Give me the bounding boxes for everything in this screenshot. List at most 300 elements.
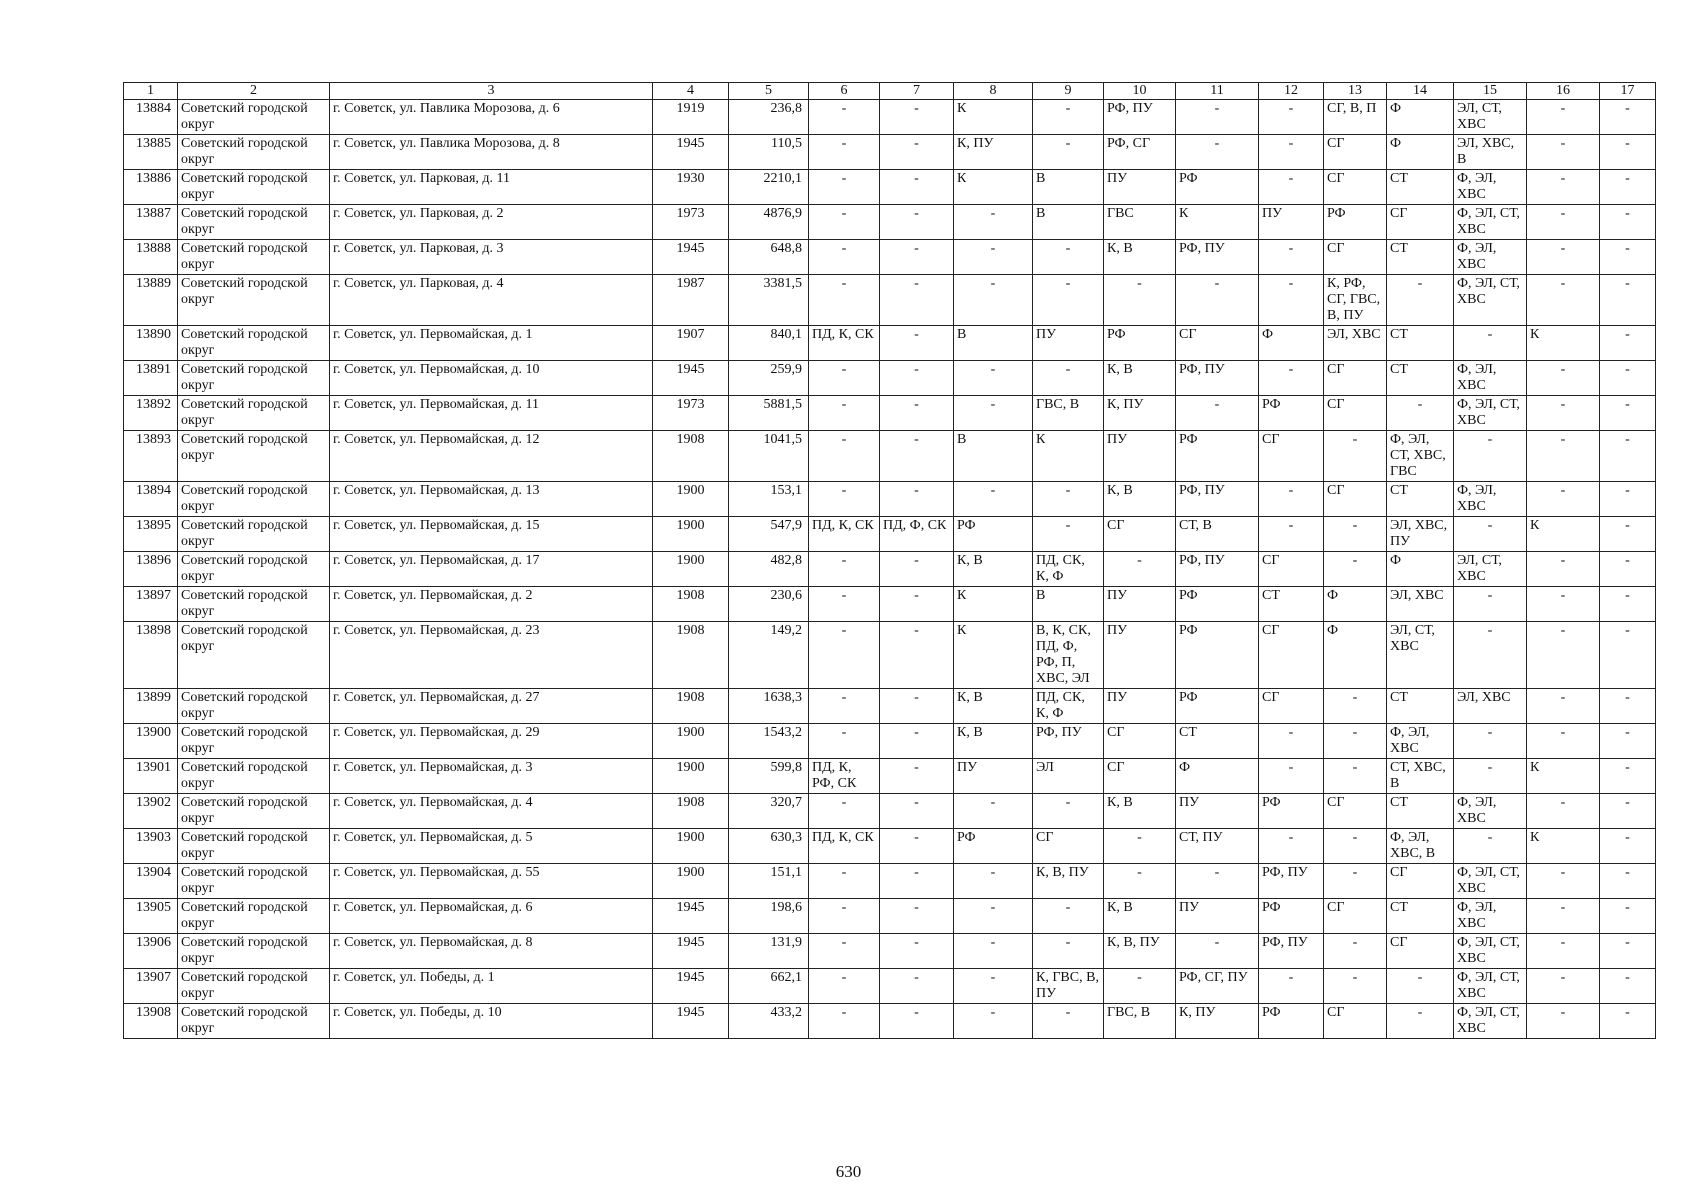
cell-col-17: - <box>1600 689 1656 724</box>
cell-municipality: Советский городской округ <box>178 622 330 689</box>
cell-col-12: - <box>1259 240 1324 275</box>
cell-col-14: Ф, ЭЛ, ХВС, В <box>1387 829 1454 864</box>
cell-area: 236,8 <box>729 100 809 135</box>
cell-col-14: Ф <box>1387 100 1454 135</box>
cell-col-10: ПУ <box>1104 689 1176 724</box>
table-row <box>124 969 1656 1004</box>
cell-build-year: 1908 <box>653 431 729 482</box>
cell-area: 259,9 <box>729 361 809 396</box>
column-header-7: 7 <box>880 83 954 100</box>
cell-col-8: - <box>954 482 1033 517</box>
cell-col-9: ЭЛ <box>1033 759 1104 794</box>
cell-col-16: - <box>1527 205 1600 240</box>
cell-record-number: 13892 <box>124 396 178 431</box>
cell-col-10: К, В, ПУ <box>1104 934 1176 969</box>
cell-address: г. Советск, ул. Первомайская, д. 12 <box>330 431 653 482</box>
cell-municipality: Советский городской округ <box>178 759 330 794</box>
cell-col-7: - <box>880 361 954 396</box>
cell-col-17: - <box>1600 240 1656 275</box>
cell-col-12: СТ <box>1259 587 1324 622</box>
cell-address: г. Советск, ул. Первомайская, д. 5 <box>330 829 653 864</box>
cell-col-7: - <box>880 431 954 482</box>
cell-col-11: - <box>1176 100 1259 135</box>
cell-col-10: К, В <box>1104 240 1176 275</box>
cell-record-number: 13904 <box>124 864 178 899</box>
cell-address: г. Советск, ул. Первомайская, д. 11 <box>330 396 653 431</box>
cell-address: г. Советск, ул. Парковая, д. 2 <box>330 205 653 240</box>
cell-area: 1041,5 <box>729 431 809 482</box>
cell-record-number: 13898 <box>124 622 178 689</box>
cell-col-14: - <box>1387 1004 1454 1039</box>
cell-col-6: - <box>809 622 880 689</box>
cell-address: г. Советск, ул. Павлика Морозова, д. 8 <box>330 135 653 170</box>
cell-col-11: ПУ <box>1176 899 1259 934</box>
cell-col-11: РФ <box>1176 587 1259 622</box>
cell-build-year: 1900 <box>653 482 729 517</box>
cell-record-number: 13893 <box>124 431 178 482</box>
cell-area: 149,2 <box>729 622 809 689</box>
cell-col-16: - <box>1527 361 1600 396</box>
cell-col-11: - <box>1176 135 1259 170</box>
cell-col-9: В <box>1033 170 1104 205</box>
cell-col-9: - <box>1033 1004 1104 1039</box>
cell-col-16: - <box>1527 170 1600 205</box>
table-row <box>124 205 1656 240</box>
cell-address: г. Советск, ул. Победы, д. 10 <box>330 1004 653 1039</box>
cell-record-number: 13895 <box>124 517 178 552</box>
cell-col-8: К <box>954 587 1033 622</box>
cell-col-16: - <box>1527 934 1600 969</box>
cell-area: 662,1 <box>729 969 809 1004</box>
cell-col-10: ПУ <box>1104 622 1176 689</box>
cell-col-8: К, В <box>954 689 1033 724</box>
cell-col-9: В <box>1033 205 1104 240</box>
cell-col-6: - <box>809 587 880 622</box>
cell-record-number: 13894 <box>124 482 178 517</box>
cell-build-year: 1908 <box>653 622 729 689</box>
cell-col-17: - <box>1600 724 1656 759</box>
cell-municipality: Советский городской округ <box>178 587 330 622</box>
cell-col-13: - <box>1324 517 1387 552</box>
cell-col-9: - <box>1033 135 1104 170</box>
cell-col-7: - <box>880 275 954 326</box>
cell-address: г. Советск, ул. Первомайская, д. 13 <box>330 482 653 517</box>
cell-col-15: ЭЛ, ХВС, В <box>1454 135 1527 170</box>
cell-build-year: 1919 <box>653 100 729 135</box>
cell-municipality: Советский городской округ <box>178 899 330 934</box>
cell-build-year: 1945 <box>653 240 729 275</box>
cell-col-6: - <box>809 689 880 724</box>
cell-record-number: 13907 <box>124 969 178 1004</box>
cell-municipality: Советский городской округ <box>178 934 330 969</box>
cell-col-9: В, К, СК, ПД, Ф, РФ, П, ХВС, ЭЛ <box>1033 622 1104 689</box>
cell-address: г. Советск, ул. Первомайская, д. 3 <box>330 759 653 794</box>
cell-col-11: СТ <box>1176 724 1259 759</box>
cell-col-17: - <box>1600 864 1656 899</box>
cell-col-6: - <box>809 482 880 517</box>
cell-col-9: ПД, СК, К, Ф <box>1033 552 1104 587</box>
cell-col-17: - <box>1600 969 1656 1004</box>
cell-col-13: СГ <box>1324 240 1387 275</box>
cell-col-12: - <box>1259 135 1324 170</box>
cell-col-8: К <box>954 100 1033 135</box>
cell-col-9: - <box>1033 100 1104 135</box>
cell-col-8: - <box>954 205 1033 240</box>
cell-col-12: - <box>1259 100 1324 135</box>
cell-area: 151,1 <box>729 864 809 899</box>
cell-col-10: К, В <box>1104 361 1176 396</box>
cell-col-6: - <box>809 135 880 170</box>
cell-col-15: Ф, ЭЛ, СТ, ХВС <box>1454 864 1527 899</box>
cell-col-6: - <box>809 431 880 482</box>
cell-municipality: Советский городской округ <box>178 829 330 864</box>
cell-col-12: - <box>1259 759 1324 794</box>
cell-record-number: 13896 <box>124 552 178 587</box>
table-row <box>124 759 1656 794</box>
cell-col-6: - <box>809 100 880 135</box>
cell-col-13: СГ <box>1324 482 1387 517</box>
cell-area: 5881,5 <box>729 396 809 431</box>
cell-col-15: - <box>1454 724 1527 759</box>
cell-col-9: К <box>1033 431 1104 482</box>
cell-area: 3381,5 <box>729 275 809 326</box>
cell-col-13: Ф <box>1324 622 1387 689</box>
cell-col-13: - <box>1324 689 1387 724</box>
cell-col-8: РФ <box>954 829 1033 864</box>
cell-col-16: - <box>1527 899 1600 934</box>
cell-address: г. Советск, ул. Парковая, д. 11 <box>330 170 653 205</box>
column-header-16: 16 <box>1527 83 1600 100</box>
cell-municipality: Советский городской округ <box>178 275 330 326</box>
cell-col-13: СГ <box>1324 396 1387 431</box>
cell-col-17: - <box>1600 431 1656 482</box>
cell-municipality: Советский городской округ <box>178 396 330 431</box>
cell-col-11: СГ <box>1176 326 1259 361</box>
cell-col-15: - <box>1454 829 1527 864</box>
cell-col-6: - <box>809 934 880 969</box>
cell-col-15: ЭЛ, СТ, ХВС <box>1454 100 1527 135</box>
cell-col-13: СГ <box>1324 899 1387 934</box>
cell-col-9: - <box>1033 275 1104 326</box>
cell-col-12: - <box>1259 724 1324 759</box>
cell-col-6: - <box>809 205 880 240</box>
cell-col-16: - <box>1527 587 1600 622</box>
cell-build-year: 1945 <box>653 969 729 1004</box>
cell-col-10: - <box>1104 275 1176 326</box>
cell-col-6: - <box>809 240 880 275</box>
cell-col-9: - <box>1033 240 1104 275</box>
cell-col-16: К <box>1527 829 1600 864</box>
cell-col-17: - <box>1600 829 1656 864</box>
cell-col-6: ПД, К, СК <box>809 326 880 361</box>
cell-col-16: - <box>1527 969 1600 1004</box>
cell-address: г. Советск, ул. Первомайская, д. 17 <box>330 552 653 587</box>
cell-col-6: - <box>809 1004 880 1039</box>
cell-col-8: - <box>954 969 1033 1004</box>
cell-col-9: РФ, ПУ <box>1033 724 1104 759</box>
cell-col-16: - <box>1527 135 1600 170</box>
cell-municipality: Советский городской округ <box>178 240 330 275</box>
cell-record-number: 13901 <box>124 759 178 794</box>
header-row <box>124 83 1656 100</box>
cell-col-8: - <box>954 361 1033 396</box>
cell-col-12: - <box>1259 275 1324 326</box>
cell-col-11: РФ <box>1176 170 1259 205</box>
cell-col-17: - <box>1600 759 1656 794</box>
cell-municipality: Советский городской округ <box>178 517 330 552</box>
cell-build-year: 1945 <box>653 1004 729 1039</box>
cell-record-number: 13886 <box>124 170 178 205</box>
cell-col-15: - <box>1454 622 1527 689</box>
cell-col-17: - <box>1600 100 1656 135</box>
cell-record-number: 13885 <box>124 135 178 170</box>
cell-col-11: - <box>1176 864 1259 899</box>
cell-area: 547,9 <box>729 517 809 552</box>
cell-col-10: К, В <box>1104 899 1176 934</box>
cell-area: 433,2 <box>729 1004 809 1039</box>
cell-address: г. Советск, ул. Первомайская, д. 15 <box>330 517 653 552</box>
cell-col-7: - <box>880 240 954 275</box>
cell-col-12: - <box>1259 969 1324 1004</box>
cell-col-8: К, В <box>954 724 1033 759</box>
cell-record-number: 13902 <box>124 794 178 829</box>
cell-area: 648,8 <box>729 240 809 275</box>
cell-col-6: - <box>809 864 880 899</box>
cell-col-11: ПУ <box>1176 794 1259 829</box>
cell-col-13: СГ <box>1324 135 1387 170</box>
cell-col-15: Ф, ЭЛ, СТ, ХВС <box>1454 934 1527 969</box>
cell-col-15: Ф, ЭЛ, СТ, ХВС <box>1454 396 1527 431</box>
cell-col-10: - <box>1104 969 1176 1004</box>
cell-address: г. Советск, ул. Победы, д. 1 <box>330 969 653 1004</box>
cell-col-7: - <box>880 587 954 622</box>
cell-record-number: 13887 <box>124 205 178 240</box>
cell-col-8: - <box>954 864 1033 899</box>
cell-col-15: ЭЛ, ХВС <box>1454 689 1527 724</box>
cell-col-13: СГ <box>1324 794 1387 829</box>
cell-col-8: В <box>954 326 1033 361</box>
cell-municipality: Советский городской округ <box>178 482 330 517</box>
cell-col-17: - <box>1600 396 1656 431</box>
cell-col-15: Ф, ЭЛ, СТ, ХВС <box>1454 969 1527 1004</box>
table-row <box>124 934 1656 969</box>
cell-col-9: - <box>1033 517 1104 552</box>
column-header-2: 2 <box>178 83 330 100</box>
cell-col-11: СТ, В <box>1176 517 1259 552</box>
cell-col-16: - <box>1527 689 1600 724</box>
cell-col-17: - <box>1600 899 1656 934</box>
cell-col-7: - <box>880 794 954 829</box>
cell-col-15: Ф, ЭЛ, ХВС <box>1454 361 1527 396</box>
cell-col-13: СГ <box>1324 170 1387 205</box>
table-row <box>124 689 1656 724</box>
cell-col-7: - <box>880 326 954 361</box>
cell-col-13: РФ <box>1324 205 1387 240</box>
cell-col-9: - <box>1033 934 1104 969</box>
cell-municipality: Советский городской округ <box>178 552 330 587</box>
cell-col-12: РФ <box>1259 396 1324 431</box>
table-row <box>124 1004 1656 1039</box>
column-header-17: 17 <box>1600 83 1656 100</box>
cell-col-14: Ф, ЭЛ, СТ, ХВС, ГВС <box>1387 431 1454 482</box>
cell-col-10: ПУ <box>1104 587 1176 622</box>
column-header-4: 4 <box>653 83 729 100</box>
table-body <box>124 100 1656 1039</box>
cell-col-8: ПУ <box>954 759 1033 794</box>
cell-col-16: - <box>1527 864 1600 899</box>
table-row <box>124 135 1656 170</box>
cell-build-year: 1973 <box>653 396 729 431</box>
cell-col-14: Ф <box>1387 552 1454 587</box>
cell-col-6: - <box>809 552 880 587</box>
cell-col-11: РФ, ПУ <box>1176 361 1259 396</box>
cell-area: 110,5 <box>729 135 809 170</box>
cell-col-11: РФ <box>1176 689 1259 724</box>
cell-col-9: СГ <box>1033 829 1104 864</box>
cell-col-7: - <box>880 969 954 1004</box>
cell-col-17: - <box>1600 622 1656 689</box>
cell-col-12: - <box>1259 517 1324 552</box>
cell-build-year: 1900 <box>653 829 729 864</box>
cell-col-15: Ф, ЭЛ, ХВС <box>1454 170 1527 205</box>
cell-address: г. Советск, ул. Первомайская, д. 29 <box>330 724 653 759</box>
cell-col-8: - <box>954 1004 1033 1039</box>
cell-col-16: - <box>1527 794 1600 829</box>
cell-col-13: СГ <box>1324 361 1387 396</box>
cell-col-10: - <box>1104 864 1176 899</box>
cell-col-7: - <box>880 135 954 170</box>
table-row <box>124 326 1656 361</box>
cell-record-number: 13906 <box>124 934 178 969</box>
cell-build-year: 1908 <box>653 794 729 829</box>
cell-col-14: СТ <box>1387 899 1454 934</box>
cell-col-10: ГВС, В <box>1104 1004 1176 1039</box>
cell-area: 198,6 <box>729 899 809 934</box>
column-header-6: 6 <box>809 83 880 100</box>
cell-build-year: 1900 <box>653 724 729 759</box>
cell-build-year: 1908 <box>653 689 729 724</box>
cell-col-14: СГ <box>1387 864 1454 899</box>
cell-col-15: Ф, ЭЛ, СТ, ХВС <box>1454 205 1527 240</box>
column-header-8: 8 <box>954 83 1033 100</box>
cell-record-number: 13891 <box>124 361 178 396</box>
column-header-10: 10 <box>1104 83 1176 100</box>
cell-col-16: - <box>1527 724 1600 759</box>
cell-col-13: ЭЛ, ХВС <box>1324 326 1387 361</box>
cell-col-9: К, ГВС, В, ПУ <box>1033 969 1104 1004</box>
table-row <box>124 100 1656 135</box>
cell-col-14: СТ <box>1387 170 1454 205</box>
cell-col-16: - <box>1527 1004 1600 1039</box>
cell-col-8: К, ПУ <box>954 135 1033 170</box>
table-row <box>124 275 1656 326</box>
cell-col-12: РФ <box>1259 794 1324 829</box>
cell-col-7: - <box>880 396 954 431</box>
cell-col-12: РФ <box>1259 1004 1324 1039</box>
cell-record-number: 13890 <box>124 326 178 361</box>
cell-address: г. Советск, ул. Первомайская, д. 4 <box>330 794 653 829</box>
cell-col-16: - <box>1527 552 1600 587</box>
cell-col-15: - <box>1454 431 1527 482</box>
cell-col-10: СГ <box>1104 759 1176 794</box>
cell-address: г. Советск, ул. Первомайская, д. 27 <box>330 689 653 724</box>
cell-area: 840,1 <box>729 326 809 361</box>
cell-col-15: Ф, ЭЛ, ХВС <box>1454 482 1527 517</box>
cell-col-12: - <box>1259 829 1324 864</box>
cell-col-17: - <box>1600 205 1656 240</box>
cell-col-17: - <box>1600 552 1656 587</box>
cell-col-8: К <box>954 170 1033 205</box>
table-row <box>124 864 1656 899</box>
cell-col-13: - <box>1324 864 1387 899</box>
cell-col-6: - <box>809 969 880 1004</box>
cell-col-12: Ф <box>1259 326 1324 361</box>
cell-col-15: - <box>1454 587 1527 622</box>
cell-col-6: ПД, К, СК <box>809 829 880 864</box>
cell-col-6: - <box>809 724 880 759</box>
cell-col-11: К <box>1176 205 1259 240</box>
cell-col-14: СТ <box>1387 689 1454 724</box>
cell-col-14: СТ <box>1387 482 1454 517</box>
cell-col-10: РФ, ПУ <box>1104 100 1176 135</box>
cell-build-year: 1900 <box>653 759 729 794</box>
cell-col-13: - <box>1324 724 1387 759</box>
cell-col-16: - <box>1527 396 1600 431</box>
cell-col-17: - <box>1600 135 1656 170</box>
cell-col-10: РФ <box>1104 326 1176 361</box>
cell-record-number: 13900 <box>124 724 178 759</box>
table-row <box>124 587 1656 622</box>
column-header-11: 11 <box>1176 83 1259 100</box>
cell-record-number: 13905 <box>124 899 178 934</box>
cell-record-number: 13903 <box>124 829 178 864</box>
cell-col-15: Ф, ЭЛ, СТ, ХВС <box>1454 1004 1527 1039</box>
cell-col-15: - <box>1454 326 1527 361</box>
cell-col-7: - <box>880 899 954 934</box>
table-row <box>124 552 1656 587</box>
cell-col-11: - <box>1176 934 1259 969</box>
cell-col-7: - <box>880 622 954 689</box>
cell-col-11: РФ, ПУ <box>1176 482 1259 517</box>
register-table <box>123 82 1656 1039</box>
cell-col-14: ЭЛ, СТ, ХВС <box>1387 622 1454 689</box>
cell-municipality: Советский городской округ <box>178 170 330 205</box>
cell-municipality: Советский городской округ <box>178 205 330 240</box>
cell-area: 230,6 <box>729 587 809 622</box>
table-row <box>124 622 1656 689</box>
cell-col-12: СГ <box>1259 431 1324 482</box>
cell-address: г. Советск, ул. Первомайская, д. 2 <box>330 587 653 622</box>
cell-col-16: - <box>1527 275 1600 326</box>
cell-col-8: - <box>954 934 1033 969</box>
cell-build-year: 1945 <box>653 934 729 969</box>
cell-col-14: - <box>1387 275 1454 326</box>
cell-build-year: 1945 <box>653 361 729 396</box>
cell-col-7: - <box>880 934 954 969</box>
cell-col-7: - <box>880 482 954 517</box>
column-header-12: 12 <box>1259 83 1324 100</box>
table-row <box>124 794 1656 829</box>
cell-area: 482,8 <box>729 552 809 587</box>
cell-col-16: К <box>1527 759 1600 794</box>
cell-col-14: СГ <box>1387 934 1454 969</box>
table-row <box>124 361 1656 396</box>
cell-build-year: 1930 <box>653 170 729 205</box>
cell-col-10: ПУ <box>1104 170 1176 205</box>
cell-col-17: - <box>1600 170 1656 205</box>
cell-col-10: ПУ <box>1104 431 1176 482</box>
cell-col-13: - <box>1324 969 1387 1004</box>
